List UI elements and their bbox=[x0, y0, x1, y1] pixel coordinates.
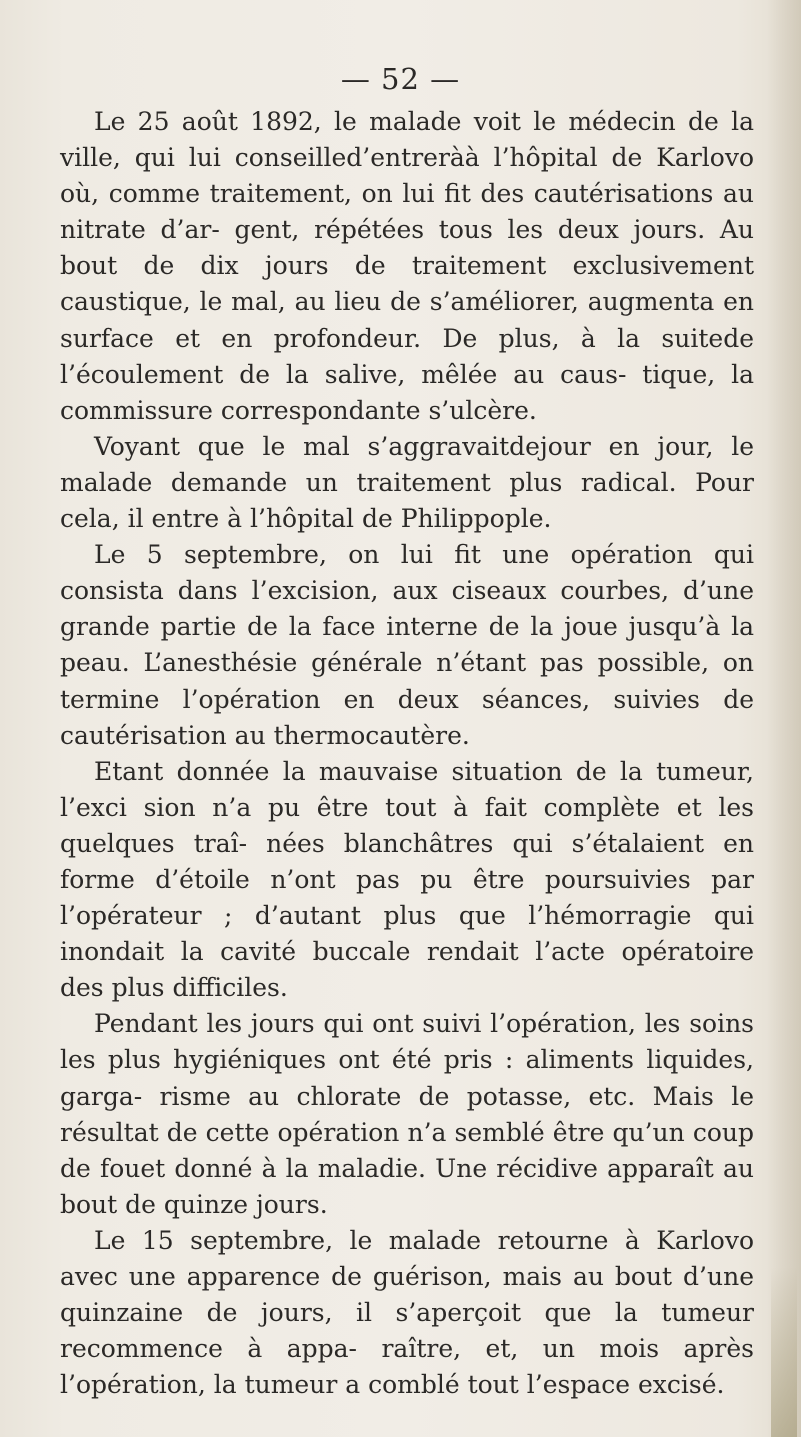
paragraph-6: Le 15 septembre, le malade retourne à Karlovo avec une apparence de guérison, mais au bout d’une quinzaine de jours, il s’aperçoit que la tumeur recommence à appa- raître, et, un mois après l’opération, la tumeur a comblé tout l’espace excisé. bbox=[60, 1225, 754, 1400]
paragraph-1: Le 25 août 1892, le malade voit le médecin de la ville, qui lui conseilled’entreràà l’hôpital de Karlovo où, comme traitement, on lui fit des cautérisations au nitrate d’ar- gent, répétées tous les deux jours. Au bout de dix jours de traitement exclusivement caustique, le mal, au lieu de s’améliorer, augmenta en surface et en profondeur. De plus, à la suitede l’écoulement de la salive, mêlée au caus- tique, la commissure correspondante s’ulcère. bbox=[60, 107, 754, 425]
paragraph-3: Le 5 septembre, on lui fit une opération qui consista dans l’excision, aux ciseaux courbes, d’une grande partie de la face interne de la joue jusqu’à la peau. L’anesthésie générale n’étant pas possible, on termine l’opération en deux séances, suivies de cautérisation au thermocautère. bbox=[60, 540, 754, 750]
paragraph-5: Pendant les jours qui ont suivi l’opération, les soins les plus hygiéniques ont été pris : aliments liquides, garga- risme au chlorate de potasse, etc. Mais le résultat de cette opération n’a semblé être qu’un coup de fouet donné à la maladie. Une récidive apparaît au bout de quinze jours. bbox=[60, 1009, 754, 1219]
page-number: — 52 — bbox=[340, 62, 461, 96]
body-text bbox=[60, 104, 754, 1403]
page-edge-stain bbox=[771, 1267, 797, 1437]
paragraph-4: Etant donnée la mauvaise situation de la tumeur, l’exci sion n’a pu être tout à fait complète et les quelques traî- nées blanchâtres qui s’étalaient en forme d’étoile n’ont pas pu être poursuivies par l’opérateur ; d’autant plus que l’hémorragie qui inondait la cavité buccale rendait l’acte opératoire des plus difficiles. bbox=[60, 756, 754, 1003]
page-edge-shadow bbox=[767, 0, 801, 1437]
paragraph-2: Voyant que le mal s’aggravaitdejour en jour, le malade demande un traitement plus radical. Pour cela, il entre à l’hôpital de Philippople. bbox=[60, 431, 754, 534]
